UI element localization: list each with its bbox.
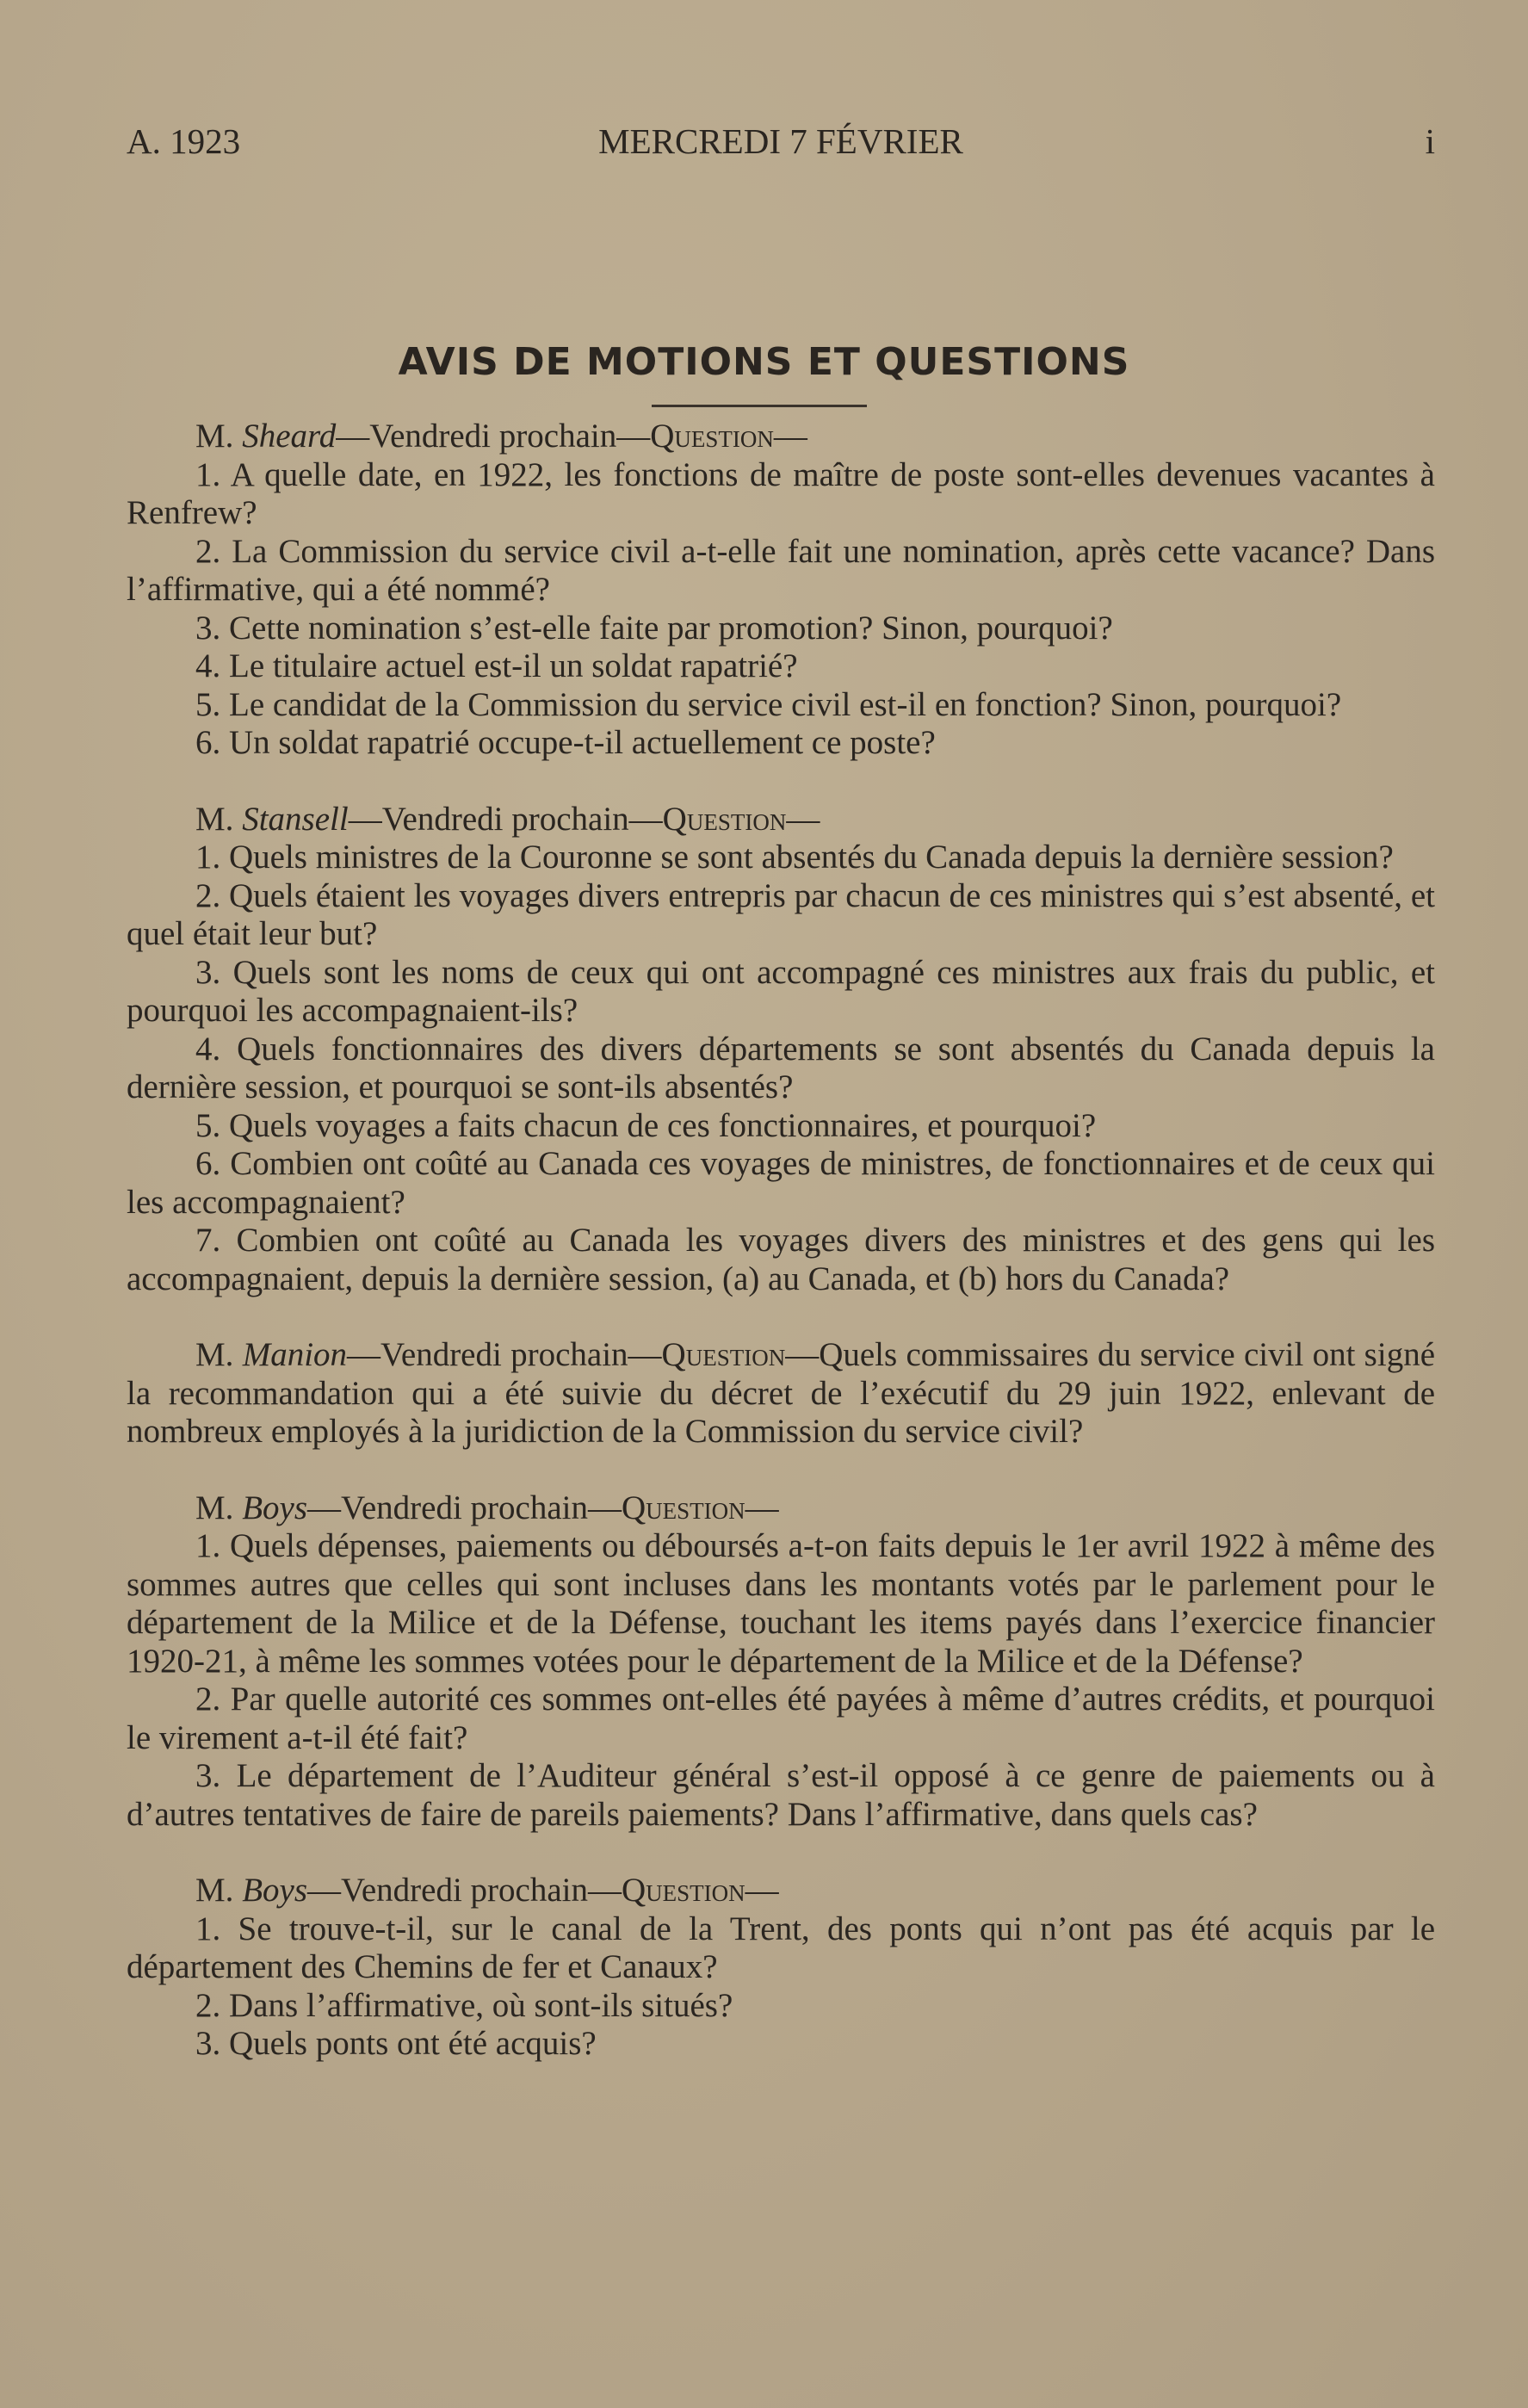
- entry-dash: —Vendredi prochain—: [336, 418, 651, 455]
- question-item: 6. Combien ont coûté au Canada ces voyages de ministres, de fonctionnaires et de ceux qui les accompagnaient?: [127, 1145, 1435, 1221]
- question-item: 6. Un soldat rapatrié occupe-t-il actuellement ce poste?: [195, 724, 936, 761]
- section-title: AVIS DE MOTIONS ET QUESTIONS: [398, 340, 1130, 384]
- question-kind: Question: [650, 418, 774, 455]
- question-kind-suffix: —: [773, 418, 807, 455]
- question-item: 4. Le titulaire actuel est-il un soldat rapatrié?: [195, 647, 798, 684]
- entry-dash: —Vendredi prochain—: [307, 1872, 622, 1909]
- entry-heading: [127, 1872, 1435, 1910]
- member-prefix: M.: [195, 800, 234, 838]
- question-text: Quels commissaires du service civil ont signé la recommandation qui a été suivie du décret de l’exécutif du 29 juin 1922, enlevant de nombreux employés à la juridiction de la Commission du service civil?: [127, 1336, 1436, 1450]
- question-item: 1. Se trouve-t-il, sur le canal de la Trent, des ponts qui n’ont pas été acquis par le département des Chemins de fer et Canaux?: [127, 1910, 1435, 1985]
- question-kind-suffix: —: [745, 1872, 779, 1909]
- member-prefix: M.: [195, 1872, 234, 1909]
- question-item: 2. La Commission du service civil a-t-elle fait une nomination, après cette vacance? Dans l’affirmative, qui a été nommé?: [127, 532, 1435, 608]
- member-name: Manion: [242, 1336, 348, 1373]
- entry-heading: [127, 418, 1435, 456]
- member-name: Stansell: [242, 800, 349, 838]
- entry-dash: —Vendredi prochain—: [348, 800, 663, 838]
- running-head: [127, 121, 1435, 172]
- member-prefix: M.: [195, 1336, 234, 1373]
- questions-body: [127, 418, 1435, 2102]
- entry-dash: —Vendredi prochain—: [347, 1336, 662, 1373]
- question-item: 3. Le département de l’Auditeur général s’est-il opposé à ce genre de paiements ou à d’autres tentatives de faire de pareils paiements? Dans l’affirmative, dans quels cas?: [127, 1757, 1435, 1833]
- entry-heading: [127, 1489, 1435, 1528]
- question-kind-suffix: —: [786, 800, 820, 838]
- question-item: 2. Par quelle autorité ces sommes ont-elles été payées à même d’autres crédits, et pourquoi le virement a-t-il été fait?: [127, 1681, 1435, 1756]
- question-item: 3. Cette nomination s’est-elle faite par promotion? Sinon, pourquoi?: [195, 609, 1113, 647]
- question-item: 2. Dans l’affirmative, où sont-ils situés?: [195, 1986, 733, 2024]
- question-item: 3. Quels sont les noms de ceux qui ont accompagné ces ministres aux frais du public, et pourquoi les accompagnaient-ils?: [127, 953, 1435, 1029]
- question-kind: Question: [661, 1336, 786, 1373]
- question-kind: Question: [662, 800, 787, 838]
- question-item: 5. Quels voyages a faits chacun de ces fonctionnaires, et pourquoi?: [195, 1106, 1097, 1144]
- question-item: 1. A quelle date, en 1922, les fonctions de maître de poste sont-elles devenues vacantes à Renfrew?: [127, 455, 1435, 531]
- page-number: i: [1425, 121, 1435, 161]
- question-kind: Question: [621, 1872, 745, 1909]
- entry-heading: [127, 1336, 1435, 1452]
- question-kind-suffix: —: [745, 1489, 779, 1526]
- question-entry: [127, 418, 1435, 763]
- question-item: 3. Quels ponts ont été acquis?: [195, 2025, 597, 2062]
- member-name: Sheard: [242, 418, 337, 455]
- date-heading: MERCREDI 7 FÉVRIER: [598, 121, 963, 161]
- question-item: 2. Quels étaient les voyages divers entrepris par chacun de ces ministres qui s’est absenté, et quel était leur but?: [127, 876, 1435, 952]
- question-item: 4. Quels fonctionnaires des divers départements se sont absentés du Canada depuis la dernière session, et pourquoi se sont-ils absentés?: [127, 1030, 1435, 1105]
- question-item: 7. Combien ont coûté au Canada les voyages divers des ministres et des gens qui les accompagnaient, depuis la dernière session, (a) au Canada, et (b) hors du Canada?: [127, 1222, 1435, 1297]
- member-name: Boys: [242, 1872, 307, 1909]
- member-prefix: M.: [195, 1489, 234, 1526]
- question-kind: Question: [621, 1489, 745, 1526]
- member-prefix: M.: [195, 418, 234, 455]
- member-name: Boys: [242, 1489, 307, 1526]
- question-entry: [127, 1336, 1435, 1452]
- question-entry: [127, 1489, 1435, 1835]
- entry-heading: [127, 801, 1435, 839]
- question-entry: [127, 801, 1435, 1299]
- year-label: A. 1923: [127, 121, 241, 161]
- title-rule: [652, 405, 867, 407]
- question-entry: [127, 1872, 1435, 2064]
- question-item: 1. Quels ministres de la Couronne se sont absentés du Canada depuis la dernière session?: [195, 839, 1394, 876]
- entry-dash: —Vendredi prochain—: [307, 1489, 622, 1526]
- question-item: 1. Quels dépenses, paiements ou déboursés a-t-on faits depuis le 1er avril 1922 à même des sommes autres que celles qui sont incluses dans les montants votés par le parlement pour le département de la Milice et de la Défense, touchant les items payés dans l’exercice financier 1920-21, à même les sommes votées pour le département de la Milice et de la Défense?: [127, 1527, 1435, 1680]
- question-item: 5. Le candidat de la Commission du service civil est-il en fonction? Sinon, pourquoi?: [195, 685, 1342, 723]
- question-kind-suffix: —: [785, 1336, 820, 1373]
